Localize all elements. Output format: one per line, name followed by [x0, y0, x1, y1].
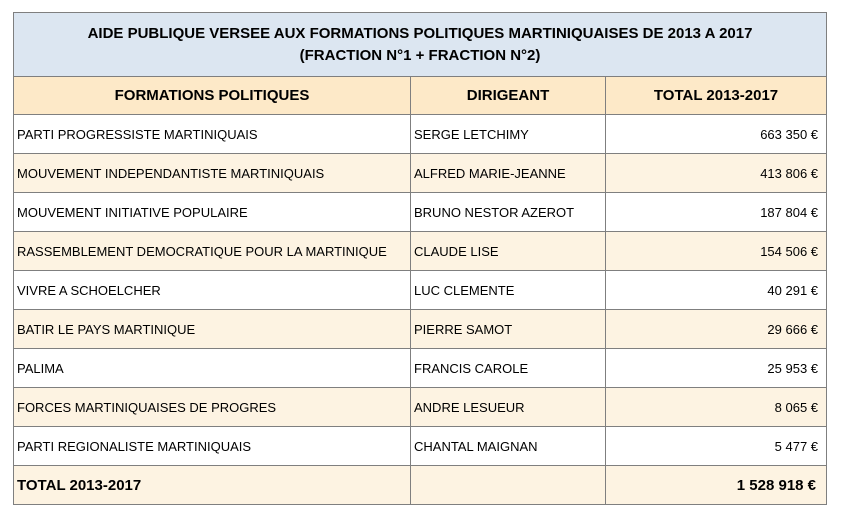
cell-leader: FRANCIS CAROLE [411, 349, 606, 388]
public-aid-table [13, 12, 827, 505]
cell-leader: CHANTAL MAIGNAN [411, 427, 606, 466]
table-title [14, 13, 827, 77]
cell-party: FORCES MARTINIQUAISES DE PROGRES [14, 388, 411, 427]
table-row [14, 310, 827, 349]
cell-party: BATIR LE PAYS MARTINIQUE [14, 310, 411, 349]
cell-party: MOUVEMENT INITIATIVE POPULAIRE [14, 193, 411, 232]
table-row [14, 193, 827, 232]
cell-amount: 25 953 € [606, 349, 827, 388]
header-leader: DIRIGEANT [411, 77, 606, 115]
cell-leader: CLAUDE LISE [411, 232, 606, 271]
cell-leader: BRUNO NESTOR AZEROT [411, 193, 606, 232]
table-row [14, 271, 827, 310]
cell-amount: 40 291 € [606, 271, 827, 310]
cell-amount: 413 806 € [606, 154, 827, 193]
cell-leader: ANDRE LESUEUR [411, 388, 606, 427]
cell-party: MOUVEMENT INDEPENDANTISTE MARTINIQUAIS [14, 154, 411, 193]
cell-amount: 663 350 € [606, 115, 827, 154]
title-line-2: (FRACTION N°1 + FRACTION N°2) [299, 46, 541, 64]
table-body [14, 115, 827, 466]
cell-leader: SERGE LETCHIMY [411, 115, 606, 154]
title-line-1: AIDE PUBLIQUE VERSEE AUX FORMATIONS POLITIQUES MARTINIQUAISES DE 2013 A 2017 [87, 24, 753, 42]
total-row [14, 466, 827, 505]
table-row [14, 115, 827, 154]
cell-amount: 5 477 € [606, 427, 827, 466]
table-row [14, 154, 827, 193]
cell-leader: ALFRED MARIE-JEANNE [411, 154, 606, 193]
cell-amount: 8 065 € [606, 388, 827, 427]
cell-amount: 154 506 € [606, 232, 827, 271]
cell-party: VIVRE A SCHOELCHER [14, 271, 411, 310]
cell-amount: 187 804 € [606, 193, 827, 232]
cell-leader: PIERRE SAMOT [411, 310, 606, 349]
table-row [14, 349, 827, 388]
header-party: FORMATIONS POLITIQUES [14, 77, 411, 115]
cell-leader: LUC CLEMENTE [411, 271, 606, 310]
cell-party: PARTI REGIONALISTE MARTINIQUAIS [14, 427, 411, 466]
cell-amount: 29 666 € [606, 310, 827, 349]
table-row [14, 427, 827, 466]
total-amount: 1 528 918 € [606, 466, 827, 505]
header-total: TOTAL 2013-2017 [606, 77, 827, 115]
spreadsheet-table-container [13, 12, 826, 505]
total-label: TOTAL 2013-2017 [14, 466, 411, 505]
cell-party: RASSEMBLEMENT DEMOCRATIQUE POUR LA MARTINIQUE [14, 232, 411, 271]
title-row [14, 13, 827, 77]
total-leader [411, 466, 606, 505]
header-row [14, 77, 827, 115]
cell-party: PARTI PROGRESSISTE MARTINIQUAIS [14, 115, 411, 154]
cell-party: PALIMA [14, 349, 411, 388]
table-row [14, 388, 827, 427]
table-row [14, 232, 827, 271]
